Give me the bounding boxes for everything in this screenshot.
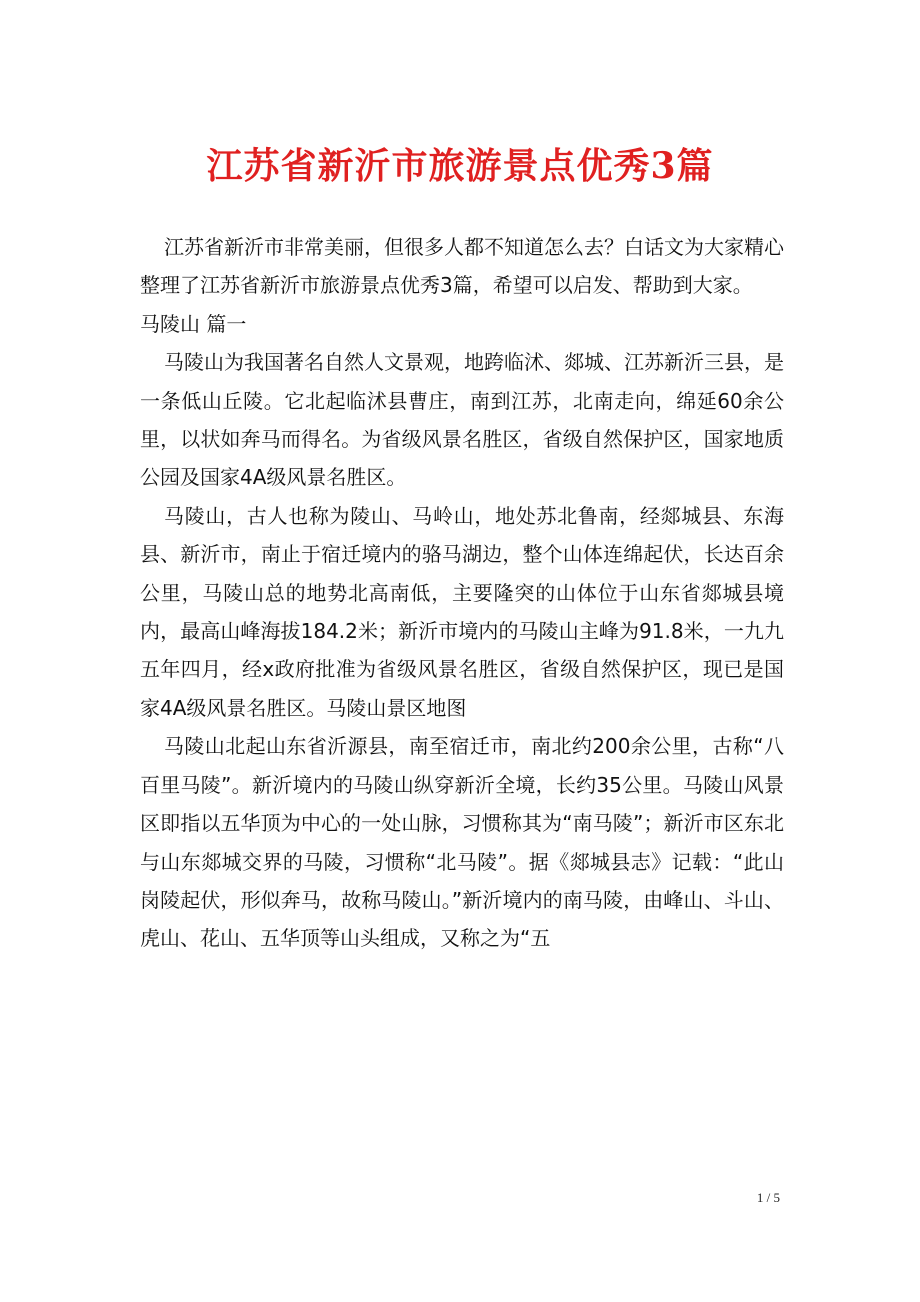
body-paragraph: 马陵山北起山东省沂源县，南至宿迁市，南北约200余公里，古称“八百里马陵”。新沂境内的马陵山纵穿新沂全境，长约35公里。马陵山风景区即指以五华顶为中心的一处山脉，习惯称其为“南马陵”；新沂市区东北与山东郯城交界的马陵，习惯称“北马陵”。据《郯城县志》记载：“此山岗陵起伏，形似奔马，故称马陵山。”新沂境内的南马陵，由峰山、斗山、虎山、花山、五华顶等山头组成，又称之为“五	[140, 734, 784, 951]
document-title: 江苏省新沂市旅游景点优秀3篇	[206, 145, 714, 187]
section-heading: 马陵山 篇一	[140, 311, 247, 336]
body-paragraph: 马陵山，古人也称为陵山、马岭山，地处苏北鲁南，经郯城县、东海县、新沂市，南止于宿迁境内的骆马湖边，整个山体连绵起伏，长达百余公里，马陵山总的地势北高南低，主要隆突的山体位于山东省郯城县境内，最高山峰海拔184.2米；新沂市境内的马陵山主峰为91.8米，一九九五年四月，经x政府批准为省级风景名胜区，省级自然保护区，现已是国家4A级风景名胜区。马陵山景区地图	[140, 503, 784, 720]
page-number: 1 / 5	[756, 1190, 780, 1205]
document-body	[140, 228, 784, 958]
body-paragraph: 马陵山为我国著名自然人文景观，地跨临沭、郯城、江苏新沂三县，是一条低山丘陵。它北起临沭县曹庄，南到江苏，北南走向，绵延60余公里，以状如奔马而得名。为省级风景名胜区，省级自然保护区，国家地质公园及国家4A级风景名胜区。	[140, 350, 784, 490]
intro-paragraph: 江苏省新沂市非常美丽，但很多人都不知道怎么去？白话文为大家精心整理了江苏省新沂市旅游景点优秀3篇，希望可以启发、帮助到大家。	[140, 235, 784, 298]
